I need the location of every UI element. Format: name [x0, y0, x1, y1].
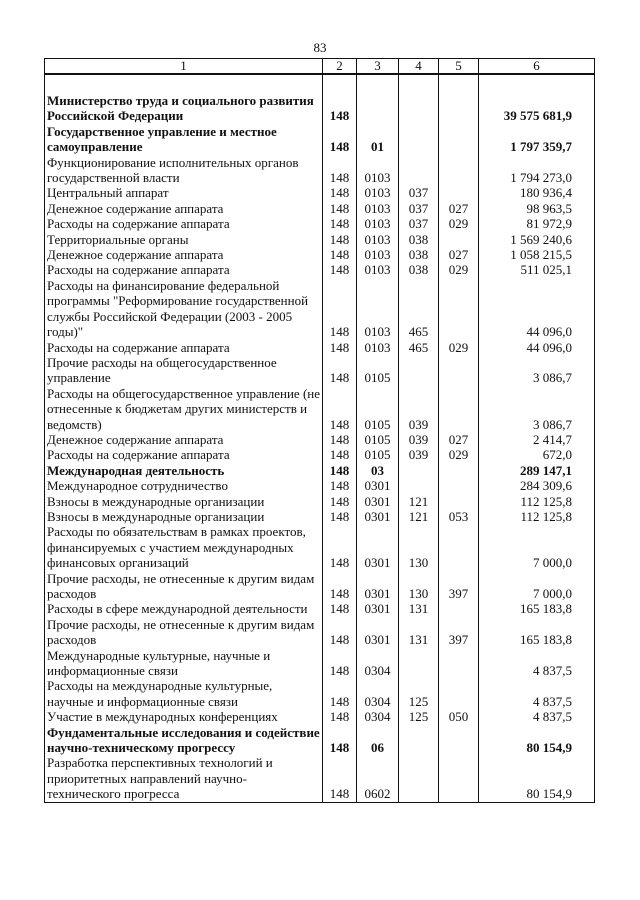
- expense-type-code: [439, 232, 479, 247]
- section-code: 0301: [357, 524, 399, 570]
- row-name: Государственное управление и местное самоуправление: [45, 124, 323, 155]
- expense-type-code: [439, 155, 479, 186]
- ministry-code: 148: [323, 617, 357, 648]
- section-code: 0103: [357, 216, 399, 231]
- expense-type-code: [439, 755, 479, 802]
- table-row: [45, 185, 595, 200]
- target-item-code: 465: [399, 340, 439, 355]
- target-item-code: 038: [399, 247, 439, 262]
- column-header-2: 2: [323, 59, 357, 75]
- table-row: [45, 216, 595, 231]
- expense-type-code: 027: [439, 247, 479, 262]
- amount: 4 837,5: [479, 678, 595, 709]
- table-row: [45, 709, 595, 724]
- expense-type-code: [439, 463, 479, 478]
- row-name: Фундаментальные исследования и содействие научно-техническому прогрессу: [45, 725, 323, 756]
- expense-type-code: 029: [439, 447, 479, 462]
- section-code: 0301: [357, 478, 399, 493]
- target-item-code: [399, 755, 439, 802]
- expense-type-code: [439, 185, 479, 200]
- amount: 165 183,8: [479, 617, 595, 648]
- amount: 98 963,5: [479, 201, 595, 216]
- row-name: Денежное содержание аппарата: [45, 201, 323, 216]
- amount: 80 154,9: [479, 755, 595, 802]
- expense-type-code: 397: [439, 571, 479, 602]
- table-row: [45, 524, 595, 570]
- target-item-code: 121: [399, 494, 439, 509]
- target-item-code: [399, 648, 439, 679]
- target-item-code: [399, 463, 439, 478]
- table-row: [45, 201, 595, 216]
- row-name: Территориальные органы: [45, 232, 323, 247]
- section-code: 0105: [357, 386, 399, 432]
- table-row: [45, 601, 595, 616]
- section-code: 0301: [357, 617, 399, 648]
- table-row: [45, 355, 595, 386]
- table-row: [45, 494, 595, 509]
- row-name: Международное сотрудничество: [45, 478, 323, 493]
- table-row: [45, 447, 595, 462]
- section-code: 0105: [357, 432, 399, 447]
- amount: 4 837,5: [479, 648, 595, 679]
- row-name: Функционирование исполнительных органов государственной власти: [45, 155, 323, 186]
- row-name: Расходы на финансирование федеральной программы "Реформирование государственной службы Российской Федерации (2003 - 2005 годы)": [45, 278, 323, 340]
- row-name: Участие в международных конференциях: [45, 709, 323, 724]
- target-item-code: 038: [399, 262, 439, 277]
- target-item-code: [399, 155, 439, 186]
- expense-type-code: 053: [439, 509, 479, 524]
- target-item-code: [399, 355, 439, 386]
- amount: 81 972,9: [479, 216, 595, 231]
- table-row: [45, 755, 595, 802]
- table-row: [45, 278, 595, 340]
- ministry-code: 148: [323, 709, 357, 724]
- target-item-code: [399, 478, 439, 493]
- column-header-1: 1: [45, 59, 323, 75]
- row-name: Международная деятельность: [45, 463, 323, 478]
- target-item-code: 038: [399, 232, 439, 247]
- row-name: Прочие расходы, не отнесенные к другим видам расходов: [45, 617, 323, 648]
- ministry-code: 148: [323, 432, 357, 447]
- ministry-code: 148: [323, 463, 357, 478]
- target-item-code: 121: [399, 509, 439, 524]
- target-item-code: 465: [399, 278, 439, 340]
- ministry-code: 148: [323, 247, 357, 262]
- amount: 4 837,5: [479, 709, 595, 724]
- ministry-code: 148: [323, 601, 357, 616]
- row-name: Расходы на содержание аппарата: [45, 340, 323, 355]
- table-row: [45, 247, 595, 262]
- amount: 1 569 240,6: [479, 232, 595, 247]
- amount: 39 575 681,9: [479, 93, 595, 124]
- table-row: [45, 386, 595, 432]
- target-item-code: 131: [399, 601, 439, 616]
- ministry-code: 148: [323, 648, 357, 679]
- table-row: [45, 463, 595, 478]
- amount: 180 936,4: [479, 185, 595, 200]
- section-code: 06: [357, 725, 399, 756]
- expense-type-code: [439, 93, 479, 124]
- expense-type-code: [439, 648, 479, 679]
- row-name: Расходы на содержание аппарата: [45, 216, 323, 231]
- expense-type-code: [439, 355, 479, 386]
- row-name: Прочие расходы на общегосударственное управление: [45, 355, 323, 386]
- expense-type-code: 050: [439, 709, 479, 724]
- row-name: Прочие расходы, не отнесенные к другим видам расходов: [45, 571, 323, 602]
- row-name: Расходы на содержание аппарата: [45, 262, 323, 277]
- ministry-code: 148: [323, 524, 357, 570]
- section-code: 0304: [357, 678, 399, 709]
- target-item-code: 125: [399, 678, 439, 709]
- ministry-code: 148: [323, 278, 357, 340]
- row-name: Взносы в международные организации: [45, 509, 323, 524]
- section-code: 0105: [357, 355, 399, 386]
- budget-table: [44, 58, 595, 803]
- ministry-code: 148: [323, 509, 357, 524]
- row-name: Расходы по обязательствам в рамках проектов, финансируемых с участием международных финансовых организаций: [45, 524, 323, 570]
- target-item-code: 037: [399, 185, 439, 200]
- target-item-code: 130: [399, 524, 439, 570]
- section-code: 0301: [357, 509, 399, 524]
- section-code: 0103: [357, 232, 399, 247]
- amount: 112 125,8: [479, 494, 595, 509]
- amount: 511 025,1: [479, 262, 595, 277]
- table-row: [45, 648, 595, 679]
- section-code: 0301: [357, 571, 399, 602]
- section-code: 0103: [357, 185, 399, 200]
- table-body: [45, 74, 595, 802]
- table-row: [45, 571, 595, 602]
- amount: 3 086,7: [479, 386, 595, 432]
- table-row: [45, 93, 595, 124]
- section-code: 0103: [357, 155, 399, 186]
- ministry-code: 148: [323, 355, 357, 386]
- target-item-code: 037: [399, 216, 439, 231]
- expense-type-code: 029: [439, 216, 479, 231]
- row-name: Центральный аппарат: [45, 185, 323, 200]
- amount: 289 147,1: [479, 463, 595, 478]
- amount: 672,0: [479, 447, 595, 462]
- ministry-code: 148: [323, 155, 357, 186]
- section-code: 03: [357, 463, 399, 478]
- amount: 112 125,8: [479, 509, 595, 524]
- section-code: 0301: [357, 494, 399, 509]
- amount: 80 154,9: [479, 725, 595, 756]
- expense-type-code: 029: [439, 262, 479, 277]
- column-header-5: 5: [439, 59, 479, 75]
- section-code: 0304: [357, 709, 399, 724]
- ministry-code: 148: [323, 124, 357, 155]
- ministry-code: 148: [323, 478, 357, 493]
- row-name: Взносы в международные организации: [45, 494, 323, 509]
- amount: 3 086,7: [479, 355, 595, 386]
- table-row: [45, 232, 595, 247]
- row-name: Расходы на содержание аппарата: [45, 447, 323, 462]
- section-code: 0103: [357, 247, 399, 262]
- column-number-row: [45, 59, 595, 75]
- amount: 284 309,6: [479, 478, 595, 493]
- target-item-code: 039: [399, 386, 439, 432]
- section-code: 01: [357, 124, 399, 155]
- row-name: Разработка перспективных технологий и приоритетных направлений научно-технического прогресса: [45, 755, 323, 802]
- expense-type-code: [439, 494, 479, 509]
- section-code: 0103: [357, 278, 399, 340]
- amount: 1 794 273,0: [479, 155, 595, 186]
- section-code: [357, 93, 399, 124]
- table-row: [45, 617, 595, 648]
- ministry-code: 148: [323, 262, 357, 277]
- column-header-6: 6: [479, 59, 595, 75]
- row-name: Расходы на международные культурные, научные и информационные связи: [45, 678, 323, 709]
- ministry-code: 148: [323, 571, 357, 602]
- page-number: 83: [313, 40, 327, 55]
- target-item-code: 131: [399, 617, 439, 648]
- ministry-code: 148: [323, 216, 357, 231]
- table-row: [45, 678, 595, 709]
- section-code: 0301: [357, 601, 399, 616]
- expense-type-code: 397: [439, 617, 479, 648]
- row-name: Денежное содержание аппарата: [45, 432, 323, 447]
- ministry-code: 148: [323, 201, 357, 216]
- amount: 7 000,0: [479, 524, 595, 570]
- row-name: Денежное содержание аппарата: [45, 247, 323, 262]
- expense-type-code: 029: [439, 340, 479, 355]
- table-row: [45, 478, 595, 493]
- expense-type-code: 027: [439, 432, 479, 447]
- target-item-code: [399, 124, 439, 155]
- row-name: Расходы на общегосударственное управление (не отнесенные к бюджетам других министерств и ведомств): [45, 386, 323, 432]
- section-code: 0103: [357, 262, 399, 277]
- target-item-code: 130: [399, 571, 439, 602]
- row-name: Министерство труда и социального развития Российской Федерации: [45, 93, 323, 124]
- amount: 1 058 215,5: [479, 247, 595, 262]
- column-header-4: 4: [399, 59, 439, 75]
- expense-type-code: [439, 725, 479, 756]
- expense-type-code: [439, 601, 479, 616]
- section-code: 0304: [357, 648, 399, 679]
- amount: 1 797 359,7: [479, 124, 595, 155]
- expense-type-code: [439, 478, 479, 493]
- ministry-code: 148: [323, 386, 357, 432]
- ministry-code: 148: [323, 447, 357, 462]
- section-code: 0103: [357, 340, 399, 355]
- amount: 165 183,8: [479, 601, 595, 616]
- target-item-code: [399, 93, 439, 124]
- ministry-code: 148: [323, 340, 357, 355]
- section-code: 0103: [357, 201, 399, 216]
- target-item-code: 039: [399, 447, 439, 462]
- amount: 7 000,0: [479, 571, 595, 602]
- spacer-row: [45, 74, 595, 93]
- ministry-code: 148: [323, 678, 357, 709]
- amount: 44 096,0: [479, 278, 595, 340]
- table-row: [45, 432, 595, 447]
- expense-type-code: [439, 678, 479, 709]
- row-name: Международные культурные, научные и информационные связи: [45, 648, 323, 679]
- ministry-code: 148: [323, 185, 357, 200]
- table-row: [45, 509, 595, 524]
- ministry-code: 148: [323, 232, 357, 247]
- table-row: [45, 155, 595, 186]
- expense-type-code: [439, 524, 479, 570]
- table-row: [45, 124, 595, 155]
- expense-type-code: [439, 278, 479, 340]
- expense-type-code: 027: [439, 201, 479, 216]
- row-name: Расходы в сфере международной деятельности: [45, 601, 323, 616]
- section-code: 0602: [357, 755, 399, 802]
- target-item-code: 039: [399, 432, 439, 447]
- table-row: [45, 725, 595, 756]
- table-row: [45, 340, 595, 355]
- target-item-code: 125: [399, 709, 439, 724]
- amount: 44 096,0: [479, 340, 595, 355]
- column-header-3: 3: [357, 59, 399, 75]
- expense-type-code: [439, 124, 479, 155]
- target-item-code: 037: [399, 201, 439, 216]
- section-code: 0105: [357, 447, 399, 462]
- ministry-code: 148: [323, 494, 357, 509]
- target-item-code: [399, 725, 439, 756]
- ministry-code: 148: [323, 725, 357, 756]
- amount: 2 414,7: [479, 432, 595, 447]
- expense-type-code: [439, 386, 479, 432]
- ministry-code: 148: [323, 93, 357, 124]
- ministry-code: 148: [323, 755, 357, 802]
- table-row: [45, 262, 595, 277]
